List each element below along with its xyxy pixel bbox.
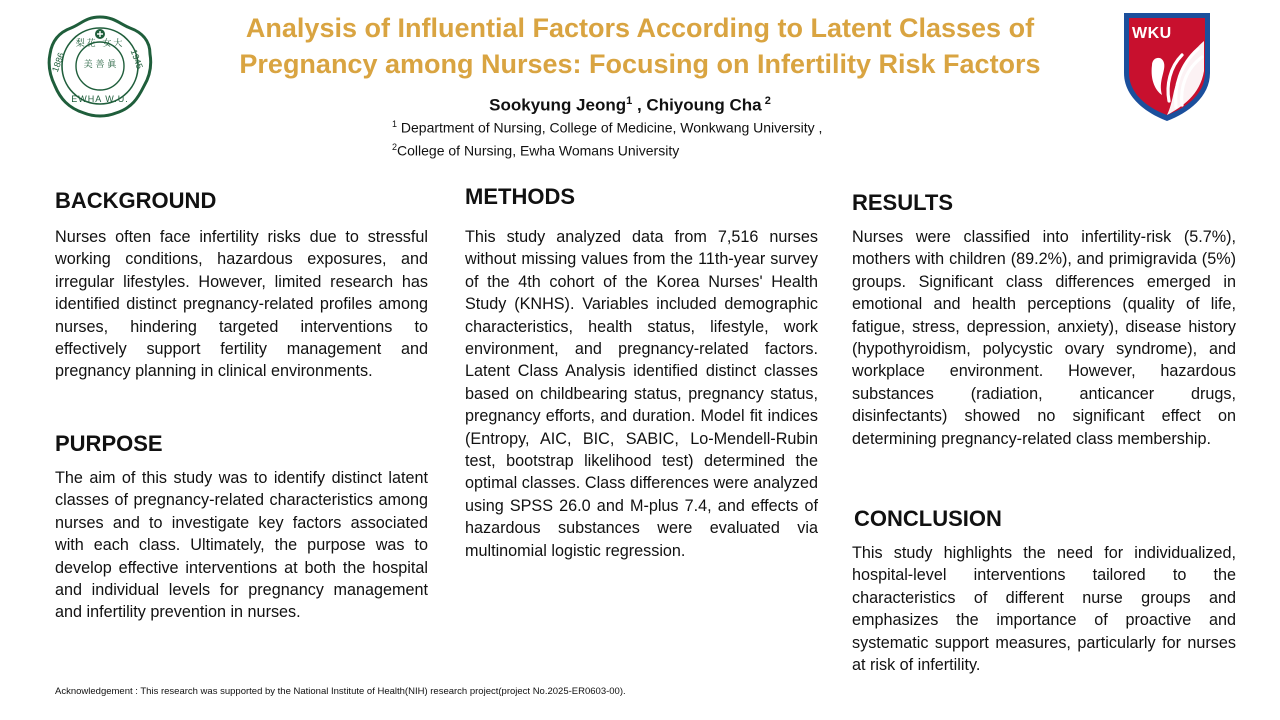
- wku-shield-logo: [1122, 11, 1212, 123]
- results-text: Nurses were classified into infertility-risk (5.7%), mothers with children (89.2%), and primigravida (5%) groups. Significant class differences emerged in emotional and health perceptions (quality of life, fatigue, stress, depression, anxiety), disease history (hypothyroidism, polycystic ovary syndrome), and workplace environment. However, hazardous substances (radiation, anticancer drugs, disinfectants) showed no significant effect on determining pregnancy-related class membership.: [852, 228, 1236, 448]
- methods-text: This study analyzed data from 7,516 nurses without missing values from the 11th-year survey of the 4th cohort of the Korea Nurses' Health Study (KNHS). Variables included demographic characteristics, health status, lifestyle, work environment, and pregnancy-related factors. Latent Class Analysis identified distinct classes based on childbearing status, pregnancy status, pregnancy efforts, and duration. Model fit indices (Entropy, AIC, BIC, SABIC, Lo-Mendell-Rubin test, bootstrap likelihood test) determined the optimal classes. Class differences were analyzed using SPSS 26.0 and M-plus 7.4, and effects of hazardous substances were evaluated via multinomial logistic regression.: [465, 228, 818, 560]
- author-1-name: Sookyung Jeong: [489, 95, 627, 115]
- author-2-name: Chiyoung Cha: [646, 95, 762, 115]
- acknowledgement: Acknowledgement : This research was supported by the National Institute of Health(NIH) research project(project No.2025-ER0603-00).: [55, 686, 626, 697]
- purpose-heading: PURPOSE: [55, 431, 163, 456]
- background-text: Nurses often face infertility risks due to stressful working conditions, hazardous exposures, and irregular lifestyles. However, limited research has identified distinct pregnancy-related profiles among nurses, hindering targeted interventions to effectively support fertility management and pregnancy planning in clinical environments.: [55, 228, 428, 381]
- methods-heading: METHODS: [465, 184, 575, 209]
- ewha-seal-text-right: 1945: [128, 48, 145, 71]
- poster-title-line-1: Analysis of Influential Factors According to Latent Classes of: [245, 13, 1035, 43]
- ewha-seal-text-top: 梨花 女大: [75, 39, 125, 49]
- affiliation-1-text: Department of Nursing, College of Medicine, Wonkwang University ,: [397, 119, 823, 136]
- affiliation-1: [392, 115, 822, 137]
- affiliation-1-sup: 1: [392, 119, 398, 129]
- results-heading: RESULTS: [852, 190, 954, 215]
- conclusion-text: This study highlights the need for individualized, hospital-level interventions tailored to the characteristics of different nurse groups and emphasizes the importance of proactive and systematic support measures, particularly for nurses at risk of infertility.: [852, 544, 1236, 675]
- ewha-seal-text-left: 1886: [50, 51, 67, 74]
- poster-title: [180, 10, 1100, 82]
- purpose-text: The aim of this study was to identify distinct latent classes of pregnancy-related characteristics among nurses and to investigate key factors associated with each class. Ultimately, the purpose was to develop effective interventions at both the hospital and individual levels for pregnancy management and infertility prevention in nurses.: [55, 469, 428, 622]
- affiliation-2-text: College of Nursing, Ewha Womans University: [397, 142, 680, 159]
- authors: [380, 90, 880, 117]
- wku-logo-text: WKU: [1132, 25, 1172, 42]
- ewha-seal-logo: [46, 14, 154, 118]
- ewha-seal-text-bottom: EWHA W.U.: [71, 94, 129, 104]
- affiliation-2-sup: 2: [392, 142, 398, 152]
- author-2-sup: 2: [761, 95, 771, 107]
- author-separator: ,: [632, 95, 647, 115]
- ewha-seal-center: 美 善 眞: [83, 60, 117, 70]
- poster-title-line-2: Pregnancy among Nurses: Focusing on Infertility Risk Factors: [239, 49, 1041, 79]
- background-heading: BACKGROUND: [55, 188, 217, 213]
- conclusion-heading: CONCLUSION: [854, 506, 1002, 531]
- affiliation-2: [392, 138, 679, 160]
- author-1-sup: 1: [626, 95, 633, 107]
